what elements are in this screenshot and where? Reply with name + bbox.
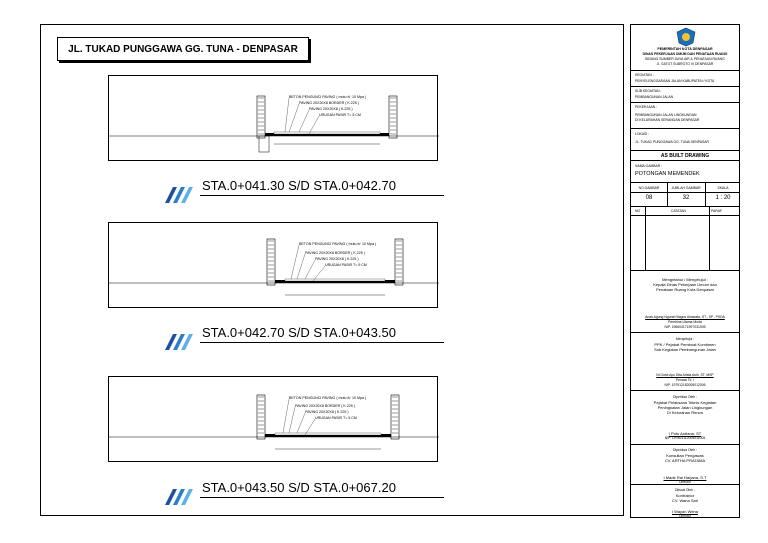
kegiatan-cell <box>631 71 739 87</box>
pptk-nip: NIP. 197804112005011005 <box>664 436 706 440</box>
pptk-caption-4: Di Kelurahan Renon <box>666 410 704 415</box>
approval-konsultan <box>631 445 739 485</box>
pptk-caption-2: Pejabat Pelaksana Teknis Kegiatan <box>653 400 717 405</box>
nama-gambar-cell <box>631 161 739 183</box>
kontraktor-name: I Wayan Wena <box>671 509 698 514</box>
pptk-name: I Putu Ardiana, ST <box>668 431 702 436</box>
approval-ppk <box>631 333 739 391</box>
konsultan-role: Direktur <box>679 480 691 484</box>
org-address: Jl. GATOT SUBROTO VI DENPASAR <box>656 62 714 66</box>
station-label-1: STA.0+041.30 S/D STA.0+042.70 <box>202 178 396 193</box>
station-label-3: STA.0+043.50 S/D STA.0+067.20 <box>202 480 396 495</box>
skala-header: SKALA <box>717 186 729 190</box>
label-urugan: URUGAN PASIR T= 5 CM <box>325 263 367 267</box>
catatan-no-header: NO <box>635 209 641 213</box>
label-beton: BETON PENGUNCI PAVING ( mutu fc' 10 Mpa ) <box>289 396 367 400</box>
org-name: PEMERINTAH KOTA DENPASAR <box>657 47 713 51</box>
pekerjaan-cell <box>631 103 739 129</box>
ppk-nip: NIP. 197912182005012006 <box>664 383 706 387</box>
title-block-header <box>631 25 739 71</box>
label-paving: PAVING 20X20X8 ( K.225 ) <box>305 410 349 414</box>
company-logo-icon <box>163 183 197 203</box>
as-built-heading: AS BUILT DRAWING <box>631 151 739 161</box>
ppk-pangkat: Penata Tk. I <box>675 378 695 382</box>
sub-kegiatan-cell <box>631 87 739 103</box>
pekerjaan-label: PEKERJAAN : <box>635 105 658 109</box>
section-drawing <box>109 377 439 463</box>
drawing-title: JL. TUKAD PUNGGAWA GG. TUNA - DENPASAR <box>57 37 309 61</box>
approval-kadis <box>631 271 739 333</box>
no-gambar-header: NO.GAMBAR <box>638 186 660 190</box>
nama-gambar-value: POTONGAN MEMENDEK <box>635 171 700 177</box>
kontraktor-caption-2: Kontraktor <box>675 493 695 498</box>
lokasi-value: JL. TUKAD PUNGGAWA GG. TUNA DENPASAR <box>635 140 709 144</box>
label-paving: PAVING 20X20X8 ( K.225 ) <box>309 107 353 111</box>
label-beton: BETON PENGUNCI PAVING ( mutu fc' 10 Mpa ) <box>289 95 367 99</box>
catatan-cell <box>631 207 739 271</box>
kadis-pangkat: Pembina Utama Muda <box>668 320 702 324</box>
lokasi-cell <box>631 129 739 151</box>
ppk-caption-1: Menyetujui : <box>675 337 695 341</box>
pekerjaan-value-2: DI KELURAHAN SERANGAN DENPASAR <box>635 118 700 122</box>
konsultan-caption-1: Diperiksa Oleh : <box>672 448 698 452</box>
cross-section-1 <box>108 75 438 161</box>
drawing-number-cell <box>631 183 739 207</box>
no-gambar-value: 08 <box>645 195 653 201</box>
pptk-caption-3: Peningkatan Jalan Lingkungan <box>657 405 713 410</box>
cross-section-3 <box>108 376 438 462</box>
label-urugan: URUGAN PASIR T= 5 CM <box>319 113 361 117</box>
ppk-name: Ni Gusti Ayu Dita Arista Asih, ST, MSP <box>656 373 714 377</box>
title-block <box>630 24 740 518</box>
kontraktor-role: Direktur <box>679 514 691 518</box>
kegiatan-value: PENYELENGGARAAN JALAN KABUPATEN / KOTA <box>635 79 715 83</box>
konsultan-caption-2: Konsultan Pengawas <box>666 453 704 458</box>
paraf-header: PARAF <box>711 209 723 213</box>
lokasi-label: LOKASI : <box>635 132 650 136</box>
catatan-header: CATATAN <box>671 209 686 213</box>
company-logo-icon <box>163 485 197 505</box>
kontraktor-company: CV. Wana Sari <box>672 498 698 503</box>
station-underline <box>200 497 444 498</box>
kadis-caption-2: Kepala Dinas Pekerjaan Umum dan <box>653 282 717 287</box>
section-drawing <box>109 223 439 309</box>
jumlah-gambar-value: 32 <box>682 195 690 201</box>
approval-pptk <box>631 391 739 445</box>
station-underline <box>200 342 444 343</box>
label-urugan: URUGAN PASIR T= 5 CM <box>315 416 357 420</box>
ppk-caption-2: PPK / Pejabat Pembuat Komitmen <box>654 342 716 347</box>
sub-kegiatan-value: PEMBANGUNAN JALAN <box>635 95 674 99</box>
ppk-caption-3: Sub Kegiatan Pembangunan Jalan <box>654 347 716 352</box>
skala-value: 1 : 20 <box>715 195 731 201</box>
kadis-caption-3: Penataan Ruang Kota Denpasar <box>656 287 714 292</box>
label-beton: BETON PENGUNCI PAVING ( mutu fc' 10 Mpa ) <box>299 242 377 246</box>
station-underline <box>200 195 444 196</box>
section-drawing <box>109 76 439 162</box>
kegiatan-label: KEGIATAN : <box>635 73 654 77</box>
pekerjaan-value-1: PEMBANGUNAN JALAN LINGKUNGAN <box>635 113 697 117</box>
kontraktor-caption-1: Dibuat Oleh : <box>675 488 695 492</box>
label-paving-border: PAVING 20X20X8 BORDER ( K.225 ) <box>295 404 355 408</box>
government-emblem-icon <box>675 27 697 47</box>
kadis-name: Anak Agung Ngurah Bagus Airawata, ST., SP., PSDA <box>645 315 725 319</box>
label-paving-border: PAVING 20X20X8 BORDER ( K.225 ) <box>305 251 365 255</box>
kadis-caption-1: Mengetahui / Menyetujui : <box>662 277 708 282</box>
konsultan-company: CV. ARTHA PRATAMA <box>664 458 706 463</box>
kadis-nip: NIP. 196604171997031005 <box>664 325 706 329</box>
konsultan-name: I Made Rai Harjana, S.T <box>663 475 707 480</box>
approval-kontraktor <box>631 485 739 519</box>
org-division: BIDANG SUMBER DAYA AIR & PENATAAN RUANG <box>645 57 725 61</box>
pptk-caption-1: Diperiksa Oleh : <box>672 395 698 399</box>
jumlah-gambar-header: JUMLAH GAMBAR <box>671 186 701 190</box>
sub-kegiatan-label: SUB KEGIATAN : <box>635 89 662 93</box>
station-label-2: STA.0+042.70 S/D STA.0+043.50 <box>202 325 396 340</box>
nama-gambar-label: NAMA GAMBAR : <box>635 164 663 168</box>
label-paving-border: PAVING 20X20X8 BORDER ( K.225 ) <box>299 101 359 105</box>
cross-section-2 <box>108 222 438 308</box>
org-department: DINAS PEKERJAAN UMUM DAN PENATAAN RUANG <box>642 52 728 56</box>
label-paving: PAVING 20X20X8 ( K.225 ) <box>315 257 359 261</box>
company-logo-icon <box>163 330 197 350</box>
